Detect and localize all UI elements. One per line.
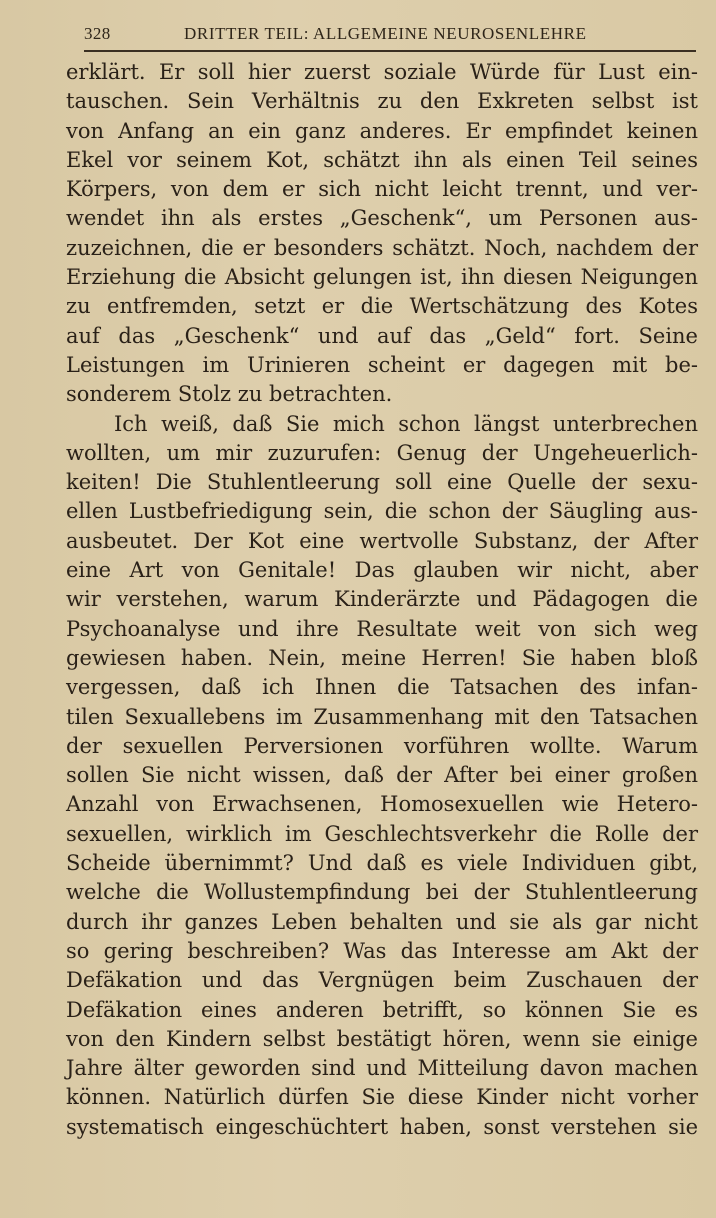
text-line: zuzeichnen, die er besonders schätzt. Noch, nachdem der [66,235,698,260]
text-line: keiten! Die Stuhlentleerung soll eine Quelle der sexu- [66,470,698,495]
text-line: sonderem Stolz zu betrachten. [66,382,393,407]
text-line: vergessen, daß ich Ihnen die Tatsachen des infan- [66,675,698,700]
text-line: systematisch eingeschüchtert haben, sonst verstehen sie [66,1114,698,1139]
text-line: ausbeutet. Der Kot eine wertvolle Substanz, der After [66,528,698,553]
text-line: wollten, um mir zuzurufen: Genug der Ungeheuerlich- [66,440,698,465]
text-line: zu entfremden, setzt er die Wertschätzung des Kotes [66,294,698,319]
text-line: Erziehung die Absicht gelungen ist, ihn diesen Neigungen [66,265,698,290]
text-line: Psychoanalyse und ihre Resultate weit von sich weg [66,616,698,641]
text-line: sexuellen, wirklich im Geschlechtsverkehr die Rolle der [66,821,698,846]
page-header [84,24,696,50]
text-line: durch ihr ganzes Leben behalten und sie als gar nicht [66,909,698,934]
header-rule [84,50,696,52]
text-line: Scheide übernimmt? Und daß es viele Individuen gibt, [66,851,698,876]
text-line: eine Art von Genitale! Das glauben wir nicht, aber [66,558,698,583]
text-line: Defäkation eines anderen betrifft, so können Sie es [66,997,698,1022]
text-line: erklärt. Er soll hier zuerst soziale Würde für Lust ein- [66,60,698,84]
text-line: sollen Sie nicht wissen, daß der After bei einer großen [66,763,698,788]
text-line: können. Natürlich dürfen Sie diese Kinder nicht vorher [66,1085,698,1110]
paragraph-start-line: Ich weiß, daß Sie mich schon längst unterbrechen [114,411,698,436]
text-line: Leistungen im Urinieren scheint er dagegen mit be- [66,352,698,377]
running-head: DRITTER TEIL: ALLGEMEINE NEUROSENLEHRE [184,24,587,43]
text-line: gewiesen haben. Nein, meine Herren! Sie haben bloß [66,645,698,670]
text-line: tilen Sexuallebens im Zusammenhang mit den Tatsachen [66,704,698,729]
text-line: der sexuellen Perversionen vorführen wollte. Warum [66,733,698,758]
text-line: wendet ihn als erstes „Geschenk“, um Personen aus- [66,206,698,231]
text-line: ellen Lustbefriedigung sein, die schon der Säugling aus- [66,499,698,524]
text-line: von Anfang an ein ganz anderes. Er empfindet keinen [66,118,698,143]
text-line: Anzahl von Erwachsenen, Homosexuellen wie Hetero- [66,792,698,817]
text-line: Ekel vor seinem Kot, schätzt ihn als einen Teil seines [66,147,698,172]
text-line: Defäkation und das Vergnügen beim Zuschauen der [66,968,698,993]
text-line: so gering beschreiben? Was das Interesse am Akt der [66,938,698,963]
text-line: Körpers, von dem er sich nicht leicht trennt, und ver- [66,177,698,202]
page-number: 328 [84,24,111,43]
body-text [66,58,698,1142]
text-line: wir verstehen, warum Kinderärzte und Pädagogen die [66,587,698,612]
text-line: von den Kindern selbst bestätigt hören, wenn sie einige [66,1026,698,1051]
text-line: auf das „Geschenk“ und auf das „Geld“ fort. Seine [66,323,698,348]
text-line: Jahre älter geworden sind und Mitteilung davon machen [66,1056,698,1081]
text-line: tauschen. Sein Verhältnis zu den Exkreten selbst ist [66,89,698,114]
text-line: welche die Wollustempfindung bei der Stuhlentleerung [66,880,698,905]
